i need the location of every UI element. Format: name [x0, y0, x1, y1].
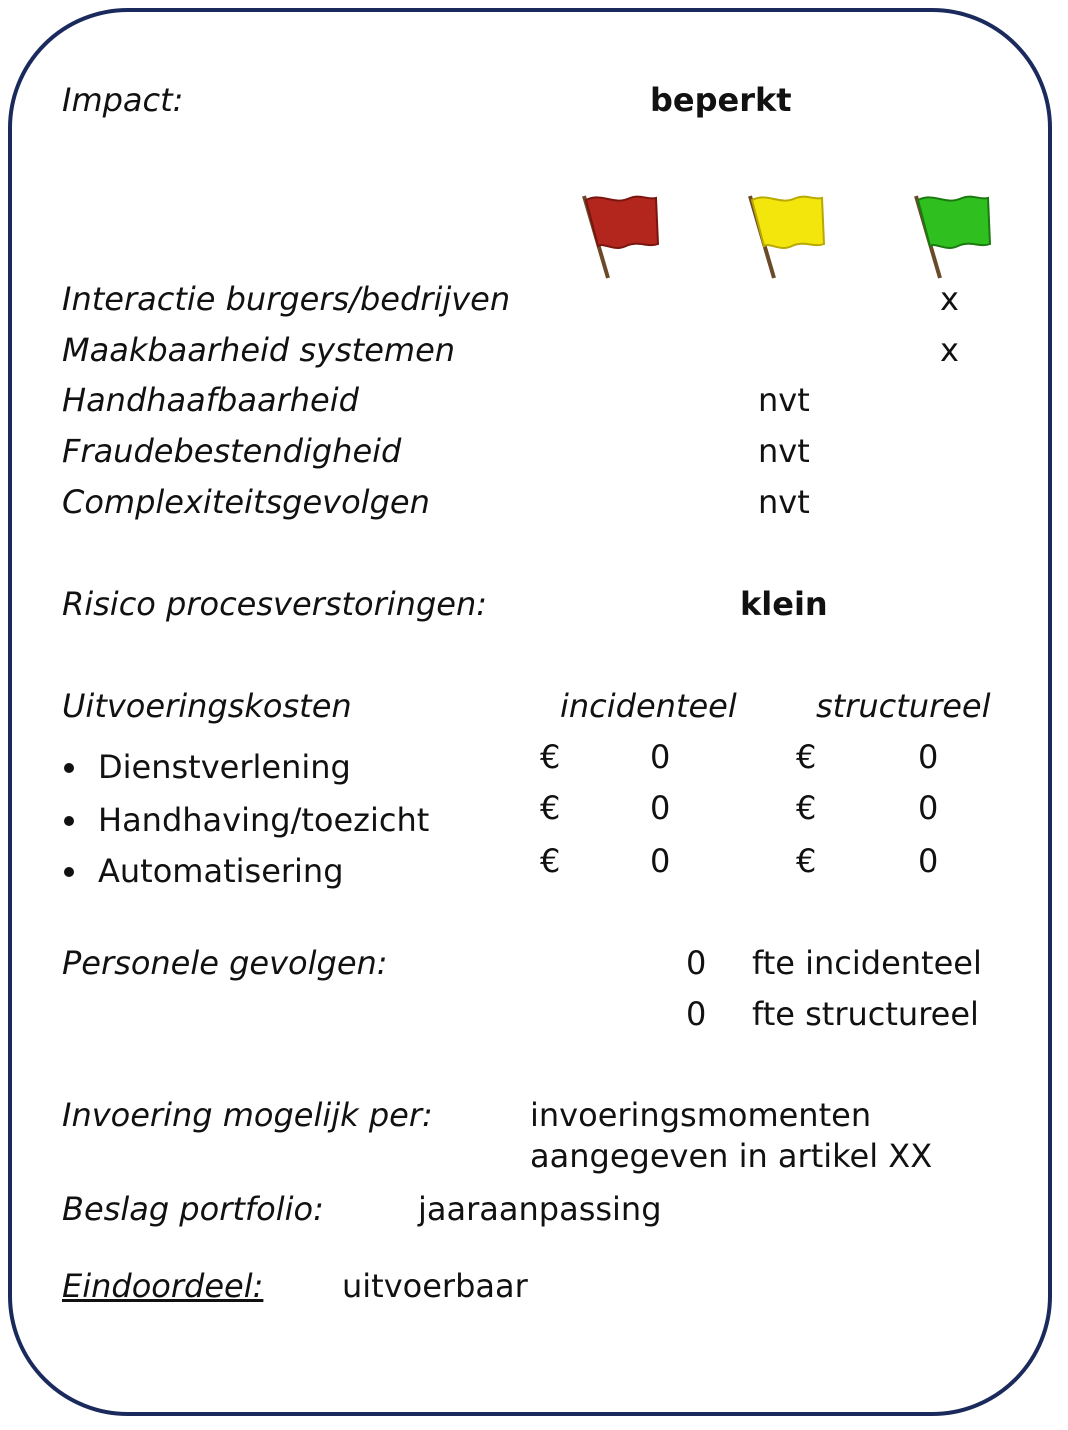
currency-symbol: €: [540, 842, 561, 880]
currency-symbol: €: [540, 789, 561, 827]
cost-row-label: Automatisering: [98, 852, 344, 890]
criterion-label: Interactie burgers/bedrijven: [62, 280, 511, 318]
introduction-line1: invoeringsmomenten: [530, 1096, 872, 1134]
criterion-label: Complexiteitsgevolgen: [62, 483, 430, 521]
risk-value: klein: [740, 585, 828, 623]
currency-symbol: €: [540, 738, 561, 776]
verdict-label: Eindoordeel:: [62, 1267, 264, 1305]
costs-col-structural: structureel: [816, 687, 991, 725]
bullet: [64, 816, 74, 826]
cost-row-label: Dienstverlening: [98, 748, 351, 786]
costs-label: Uitvoeringskosten: [62, 687, 352, 725]
personnel-incidental-value: 0: [686, 944, 707, 982]
personnel-structural-unit: fte structureel: [752, 995, 979, 1033]
introduction-label: Invoering mogelijk per:: [62, 1096, 433, 1134]
personnel-incidental-unit: fte incidenteel: [752, 944, 982, 982]
criterion-label: Maakbaarheid systemen: [62, 331, 456, 369]
currency-symbol: €: [796, 789, 817, 827]
criterion-mark: x: [940, 331, 959, 369]
personnel-structural-value: 0: [686, 995, 707, 1033]
portfolio-label: Beslag portfolio:: [62, 1190, 324, 1228]
currency-symbol: €: [796, 842, 817, 880]
green-flag-icon: [910, 192, 1000, 282]
personnel-label: Personele gevolgen:: [62, 944, 388, 982]
impact-value: beperkt: [650, 81, 792, 119]
cost-incidental: 0: [650, 738, 671, 776]
criterion-mark: nvt: [758, 483, 810, 521]
risk-label: Risico procesverstoringen:: [62, 585, 487, 623]
cost-structural: 0: [918, 789, 939, 827]
criterion-label: Handhaafbaarheid: [62, 381, 359, 419]
criterion-label: Fraudebestendigheid: [62, 432, 402, 470]
portfolio-value: jaaraanpassing: [418, 1190, 662, 1228]
bullet: [64, 763, 74, 773]
currency-symbol: €: [796, 738, 817, 776]
cost-row-label: Handhaving/toezicht: [98, 801, 430, 839]
cost-structural: 0: [918, 842, 939, 880]
costs-col-incidental: incidenteel: [560, 687, 737, 725]
introduction-line2: aangegeven in artikel XX: [530, 1137, 933, 1175]
verdict-value: uitvoerbaar: [342, 1267, 528, 1305]
bullet: [64, 867, 74, 877]
cost-incidental: 0: [650, 789, 671, 827]
yellow-flag-icon: [744, 192, 834, 282]
criterion-mark: nvt: [758, 381, 810, 419]
red-flag-icon: [578, 192, 668, 282]
cost-incidental: 0: [650, 842, 671, 880]
criterion-mark: x: [940, 280, 959, 318]
cost-structural: 0: [918, 738, 939, 776]
criterion-mark: nvt: [758, 432, 810, 470]
impact-label: Impact:: [62, 81, 184, 119]
